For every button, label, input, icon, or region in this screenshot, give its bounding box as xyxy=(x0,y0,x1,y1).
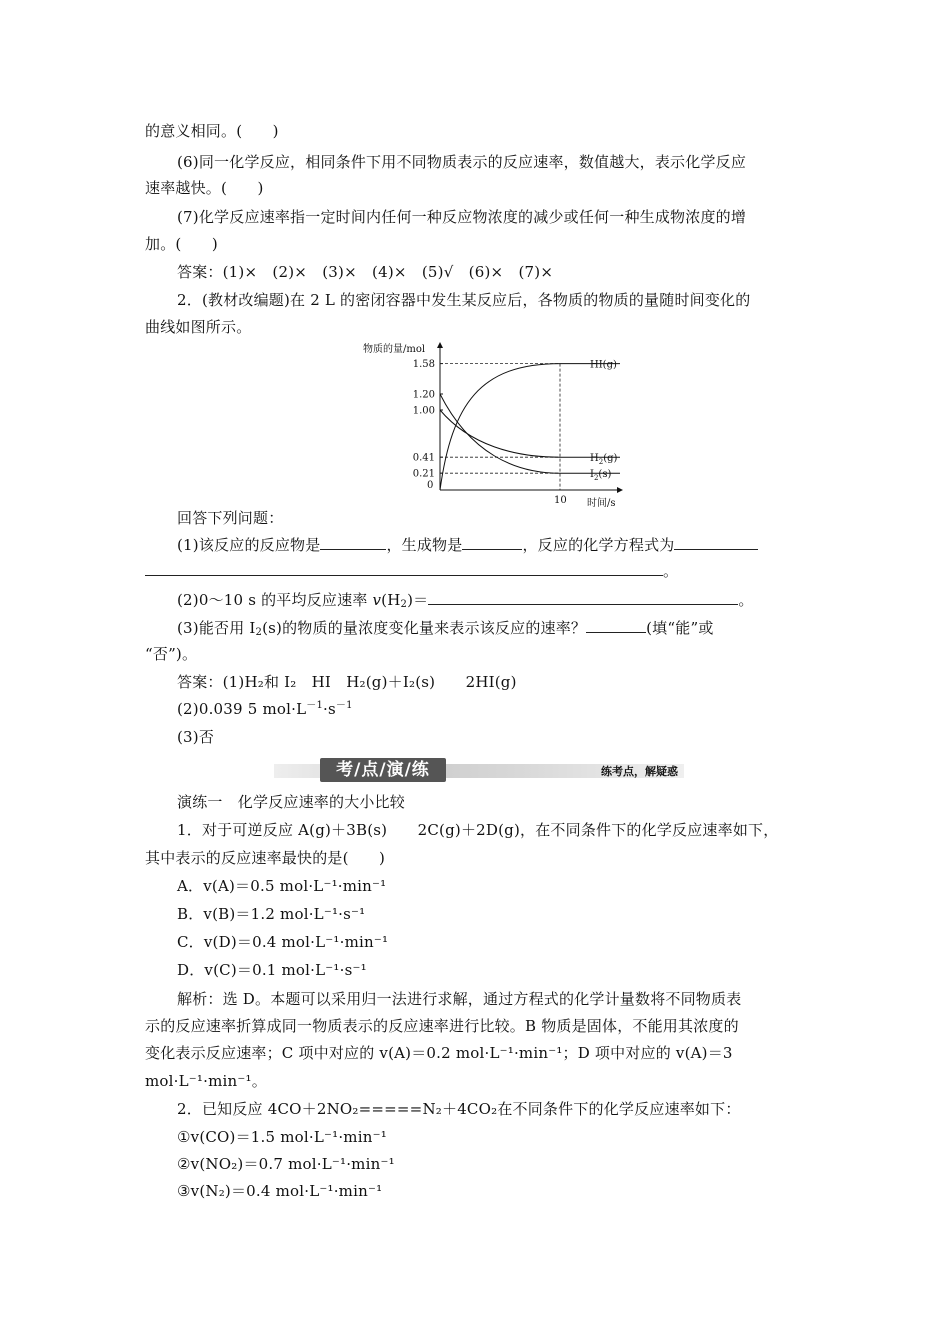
text-line: 曲线如图所示。 xyxy=(145,318,252,336)
y-tick-label: 0.41 xyxy=(412,452,435,464)
solution-line: 解析：选 D。本题可以采用归一法进行求解，通过方程式的化学计量数将不同物质表 xyxy=(177,990,742,1008)
y-tick-label: 0.21 xyxy=(412,468,435,480)
question-3: (3)能否用 $I_2(s)$的物质的量浓度变化量来表示该反应的速率？ (填“能”或 xyxy=(177,619,714,638)
text-line: 速率越快。( ) xyxy=(145,179,264,197)
answer-line: (3)否 xyxy=(177,728,215,746)
answer-blank[interactable] xyxy=(586,618,646,633)
y-axis-arrow xyxy=(437,342,443,348)
answer-blank[interactable] xyxy=(674,535,758,550)
option-c: C．v(D)＝0.4 mol·L⁻¹·min⁻¹ xyxy=(177,933,389,951)
x-axis-label: 时间/s xyxy=(587,498,616,509)
y-tick-label: 1.58 xyxy=(412,359,435,371)
rate-item: ③v(N₂)＝0.4 mol·L⁻¹·min⁻¹ xyxy=(177,1182,383,1200)
text-line: 回答下列问题： xyxy=(177,509,284,527)
y-tick-label: 1.20 xyxy=(412,389,435,401)
text-line: (7)化学反应速率指一定时间内任何一种反应物浓度的减少或任何一种生成物浓度的增 xyxy=(177,208,747,226)
text-line: 加。( ) xyxy=(145,235,218,253)
question-line: 其中表示的反应速率最快的是( ) xyxy=(145,849,386,867)
amount-vs-time-chart xyxy=(355,340,635,509)
question-1-cont: 。 xyxy=(145,561,678,581)
answer-line: 答案：(1)H₂和 I₂ HI H₂(g)＋I₂(s) 2HI(g) xyxy=(177,673,517,691)
series-label-h2: $H_2(g)$ xyxy=(590,453,618,467)
question-line: 2．已知反应 4CO＋2NO₂=====N₂＋4CO₂在不同条件下的化学反应速率如下： xyxy=(177,1100,741,1118)
banner-subtitle: 练考点，解疑惑 xyxy=(601,765,678,778)
x-tick-label: 10 xyxy=(554,495,567,506)
answer-blank[interactable] xyxy=(462,535,522,550)
x-axis-arrow xyxy=(617,487,623,493)
text-line: (6)同一化学反应，相同条件下用不同物质表示的反应速率，数值越大，表示化学反应 xyxy=(177,153,747,171)
option-d: D．v(C)＝0.1 mol·L⁻¹·s⁻¹ xyxy=(177,961,367,979)
series-label-i2: $I_2(s)$ xyxy=(590,469,612,483)
y-tick-label: 1.00 xyxy=(412,405,435,417)
y-axis-label: 物质的量/mol xyxy=(363,344,426,355)
series-label-hi: HI(g) xyxy=(590,359,617,371)
section-banner xyxy=(274,758,684,782)
option-a: A．v(A)＝0.5 mol·L⁻¹·min⁻¹ xyxy=(177,877,387,895)
answer-line: 答案：(1)× (2)× (3)× (4)× (5)√ (6)× (7)× xyxy=(177,263,554,281)
question-line: 1．对于可逆反应 A(g)＋3B(s) 2C(g)＋2D(g)，在不同条件下的化学反应速率如下， xyxy=(177,821,779,839)
banner-title: 考/点/演/练 xyxy=(320,758,446,782)
answer-line: (2)0.039 5 $mol\cdot L^{-1}\cdot s^{-1}$ xyxy=(177,700,353,718)
question-1: (1)该反应的反应物是 ，生成物是 ，反应的化学方程式为 xyxy=(177,535,758,555)
answer-blank[interactable] xyxy=(428,590,738,605)
solution-line: 变化表示反应速率；C 项中对应的 v(A)＝0.2 mol·L⁻¹·min⁻¹；D 项中对应的 v(A)＝3 xyxy=(145,1044,733,1062)
question-line: 2．(教材改编题)在 2 L 的密闭容器中发生某反应后，各物质的物质的量随时间变化的 xyxy=(177,291,751,309)
question-2: (2)0～10 s 的平均反应速率 $v(H_2)=$ 。 xyxy=(177,591,754,610)
solution-line: mol·L⁻¹·min⁻¹。 xyxy=(145,1072,267,1090)
section-heading: 演练一 化学反应速率的大小比较 xyxy=(177,793,406,811)
rate-item: ②v(NO₂)＝0.7 mol·L⁻¹·min⁻¹ xyxy=(177,1155,395,1173)
option-b: B．v(B)＝1.2 mol·L⁻¹·s⁻¹ xyxy=(177,905,366,923)
rate-item: ①v(CO)＝1.5 mol·L⁻¹·min⁻¹ xyxy=(177,1128,387,1146)
answer-blank[interactable] xyxy=(320,535,386,550)
origin-label: 0 xyxy=(427,480,434,491)
answer-blank[interactable] xyxy=(145,561,663,576)
text-line: 的意义相同。( ) xyxy=(145,122,279,140)
text-line: “否”)。 xyxy=(145,645,198,663)
solution-line: 示的反应速率折算成同一物质表示的反应速率进行比较。B 物质是固体，不能用其浓度的 xyxy=(145,1017,739,1035)
